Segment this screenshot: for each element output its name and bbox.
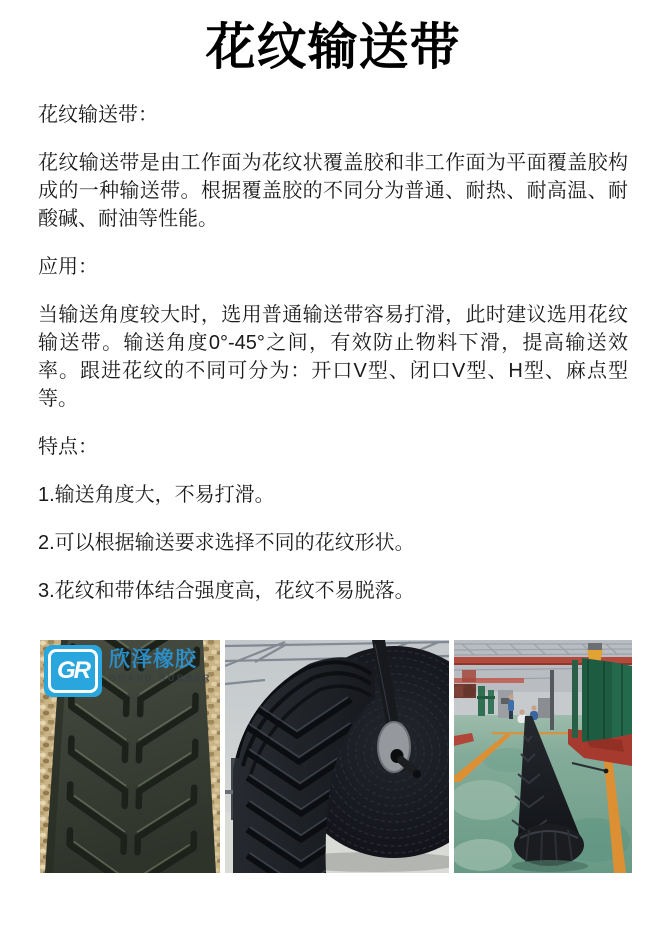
brand-logo <box>44 645 212 697</box>
photo-belt-closeup <box>40 640 220 873</box>
photo-factory <box>454 640 632 873</box>
green-machine-panels <box>538 658 632 742</box>
features-label: 特点： <box>38 436 98 458</box>
document-page <box>0 14 666 944</box>
photo-belt-roll <box>225 640 449 873</box>
feature-item-1: 1.输送角度大，不易打滑。 <box>38 484 275 506</box>
brand-name-cn: 欣泽橡胶 <box>109 648 197 671</box>
application-label: 应用： <box>38 256 98 278</box>
brand-name-en: GRAND RUBBER <box>109 673 212 683</box>
brand-logo-box <box>44 645 102 697</box>
feature-item-2: 2.可以根据输送要求选择不同的花纹形状。 <box>38 532 415 554</box>
belt-roll-illustration <box>225 640 449 873</box>
factory-illustration <box>454 640 632 873</box>
brand-monogram: GR <box>48 649 98 693</box>
application-paragraph: 当输送角度较大时，选用普通输送带容易打滑，此时建议选用花纹输送带。输送角度0°-45°之间，有效防止物料下滑，提高输送效率。跟进花纹的不同可分为：开口V型、闭口V型、H型、麻点型等。 <box>38 304 628 410</box>
brand-text <box>109 645 212 684</box>
feature-item-3: 3.花纹和带体结合强度高，花纹不易脱落。 <box>38 580 415 602</box>
intro-paragraph: 花纹输送带是由工作面为花纹状覆盖胶和非工作面为平面覆盖胶构成的一种输送带。根据覆盖胶的不同分为普通、耐热、耐高温、耐酸碱、耐油等性能。 <box>38 152 628 230</box>
intro-label: 花纹输送带： <box>38 104 158 126</box>
product-photos-row <box>40 640 666 873</box>
document-body <box>0 101 666 605</box>
page-title: 花纹输送带 <box>205 19 461 75</box>
